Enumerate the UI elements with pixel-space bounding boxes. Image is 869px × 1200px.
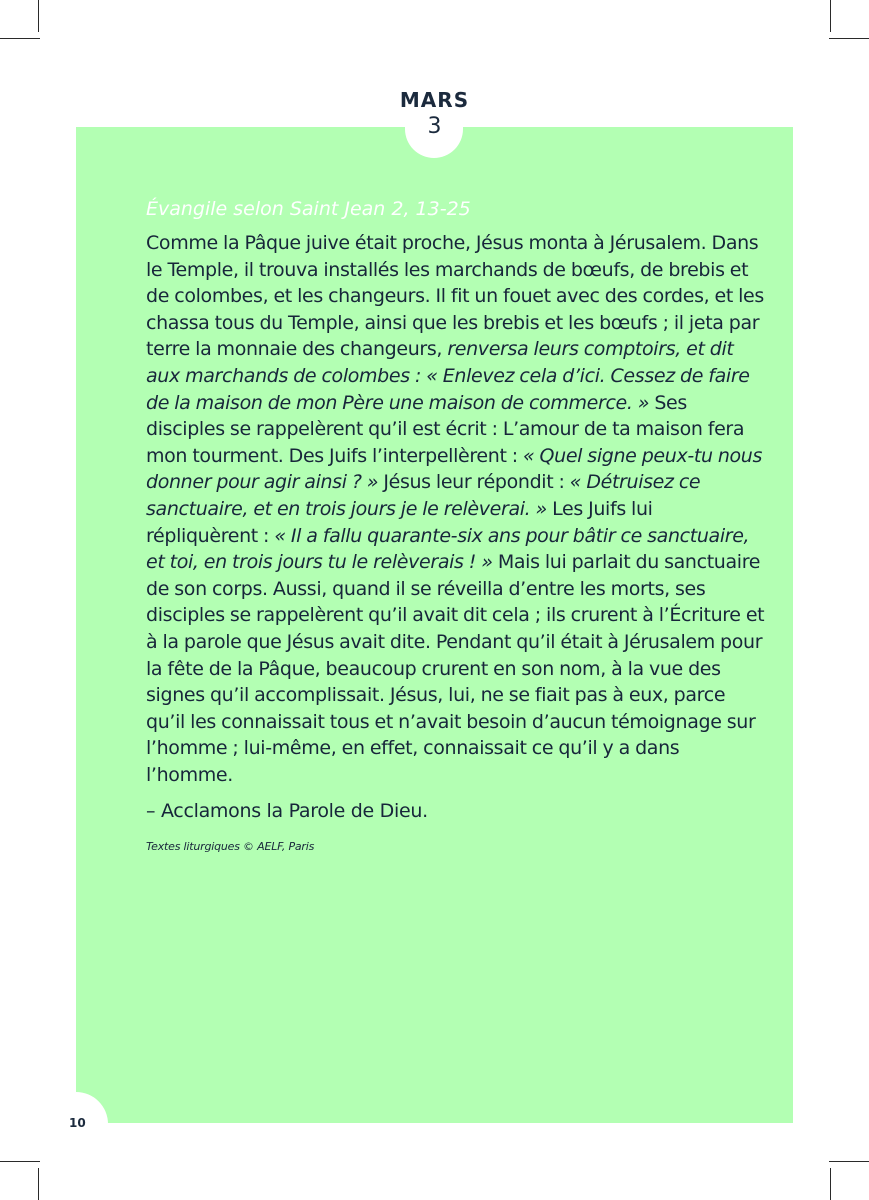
crop-mark xyxy=(38,1168,39,1200)
gospel-segment: Jésus leur répondit : xyxy=(378,471,570,494)
gospel-segment: Ses disciples se rappelèrent qu’il est écrit : L’amour de ta maison fera mon tourment. Des Juifs l’interpellèrent : xyxy=(146,391,745,467)
crop-mark xyxy=(830,0,831,32)
page-number: 10 xyxy=(69,1116,86,1130)
gospel-segment: « Il a fallu quarante-six ans pour bâtir ce sanctuaire, et toi, en trois jours tu le relèverais ! » xyxy=(146,524,750,574)
gospel-segment: renversa leurs comptoirs, et dit aux marchands de colombes : « Enlevez cela d’ici. Cessez de faire de la maison de mon Père une maison de commerce. » xyxy=(146,338,750,414)
gospel-segment: Mais lui parlait du sanctuaire de son corps. Aussi, quand il se réveilla d’entre les morts, ses disciples se rappelèrent qu’il avait dit cela ; ils crurent à l’Écriture et à la parole que Jésus avait dite. Pendant qu’il était à Jérusalem pour la fête de la Pâque, beaucoup crurent en son nom, à la vue des signes qu’il accomplissait. Jésus, lui, ne se fiait pas à eux, parce qu’il les connaissait tous et n’avait besoin d’aucun témoignage sur l’homme ; lui-même, en effet, connaissait ce qu’il y a dans l’homme. xyxy=(146,551,765,786)
crop-mark xyxy=(0,38,40,39)
crop-mark xyxy=(38,0,39,32)
gospel-segment: Comme la Pâque juive était proche, Jésus monta à Jérusalem. Dans le Temple, il trouva installés les marchands de bœufs, de brebis et de colombes, et les changeurs. Il fit un fouet avec des cordes, et les chassa tous du Temple, ainsi que les brebis et les bœufs ; il jeta par terre la monnaie des changeurs, xyxy=(146,232,764,361)
reading-content xyxy=(146,198,766,853)
gospel-segment: « Détruisez ce sanctuaire, et en trois jours je le relèverai. » xyxy=(146,471,701,520)
crop-mark xyxy=(830,1168,831,1200)
day-number: 3 xyxy=(427,114,442,139)
gospel-text xyxy=(146,230,766,788)
gospel-segment: « Quel signe peux-tu nous donner pour agir ainsi ? » xyxy=(146,444,763,494)
acclamation: – Acclamons la Parole de Dieu. xyxy=(146,800,428,823)
crop-mark xyxy=(0,1161,40,1162)
crop-mark xyxy=(829,38,869,39)
crop-mark xyxy=(829,1161,869,1162)
gospel-reference: Évangile selon Saint Jean 2, 13-25 xyxy=(146,198,471,220)
copyright-notice: Textes liturgiques © AELF, Paris xyxy=(146,840,315,854)
month-label: MARS xyxy=(399,88,470,112)
gospel-segment: Les Juifs lui répliquèrent : xyxy=(146,497,653,547)
